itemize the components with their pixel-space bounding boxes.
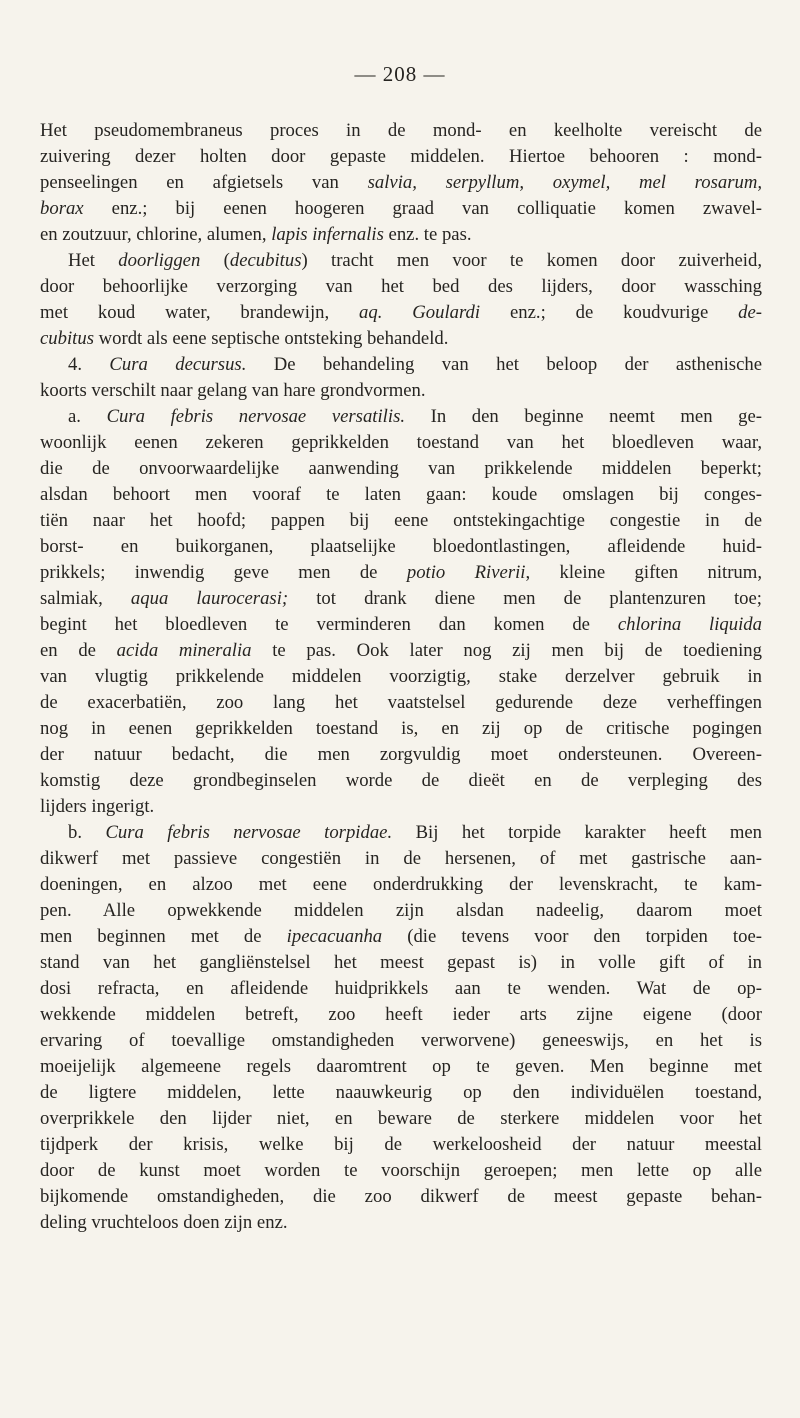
text-segment: van vlugtig prikkelende middelen voorzigtig, stake derzelver gebruik in [40,666,762,687]
body-text [40,118,762,1236]
text-segment: door de kunst moet worden te voorschijn geroepen; men lette op alle [40,1160,762,1181]
text-segment: ervaring of toevallige omstandigheden verworvene) geneeswijs, en het is [40,1030,762,1051]
text-segment: met koud water, brandewijn, [40,302,360,323]
italic-text-segment: salvia, serpyllum, oxymel, mel rosarum, [367,172,762,193]
text-line [40,664,762,690]
text-segment: der natuur bedacht, die men zorgvuldig moet ondersteunen. Overeen- [40,744,762,765]
text-segment: begint het bloedleven te verminderen dan komen de [40,614,618,635]
text-segment: zuivering dezer holten door gepaste middelen. Hiertoe behooren : mond- [40,146,762,167]
italic-text-segment: chlorina liquida [617,614,762,635]
text-line [40,794,762,820]
text-segment: enz.; bij eenen hoogeren graad van colliquatie komen zwavel- [83,198,762,219]
text-segment: In den beginne neemt men ge- [405,406,762,427]
text-segment: stand van het gangliënstelsel het meest gepast is) in volle gift of in [40,952,762,973]
text-line [40,144,762,170]
text-segment: komstig deze grondbeginselen worde de dieët en de verpleging des [40,770,762,791]
text-line [40,378,762,404]
italic-text-segment: acida mineralia [116,640,252,661]
text-segment: tijdperk der krisis, welke bij de werkeloosheid der natuur meestal [40,1134,762,1155]
text-line [40,352,762,378]
text-segment: overprikkele den lijder niet, en beware de sterkere middelen voor het [40,1108,762,1129]
text-line [40,924,762,950]
italic-text-segment: ipecacuanha [286,926,383,947]
text-segment: doeningen, en alzoo met eene onderdrukking der levenskracht, te kam- [40,874,762,895]
text-segment: tiën naar het hoofd; pappen bij eene ontstekingachtige congestie in de [40,510,762,531]
text-line [40,534,762,560]
text-segment: ( [200,250,230,271]
text-line [40,1054,762,1080]
text-line [40,1132,762,1158]
italic-text-segment: lapis infernalis [271,224,384,245]
text-line [40,248,762,274]
text-line [40,898,762,924]
text-line [40,508,762,534]
text-segment: Bij het torpide karakter heeft men [392,822,762,843]
text-line [40,716,762,742]
text-line [40,196,762,222]
text-segment: borst- en buikorganen, plaatselijke bloedontlastingen, afleidende huid- [40,536,762,557]
text-segment: dosi refracta, en afleidende huidprikkels aan te wenden. Wat de op- [40,978,762,999]
italic-text-segment: potio Riverii [406,562,526,583]
text-segment: en zoutzuur, chlorine, alumen, [40,224,272,245]
italic-text-segment: doorliggen [118,250,201,271]
text-segment: bijkomende omstandigheden, die zoo dikwerf de meest gepaste behan- [40,1186,762,1207]
text-line [40,976,762,1002]
italic-text-segment: Cura febris nervosae torpidae. [105,822,393,843]
text-segment: te pas. Ook later nog zij men bij de toediening [251,640,762,661]
text-segment: De behandeling van het beloop der asthenische [246,354,762,375]
italic-text-segment: Cura febris nervosae versatilis. [106,406,406,427]
italic-text-segment: aq. Goulardi [359,302,481,323]
text-segment: , kleine giften nitrum, [525,562,762,583]
text-line [40,222,762,248]
text-line [40,586,762,612]
text-segment: de ligtere middelen, lette naauwkeurig op den individuëlen toestand, [40,1082,762,1103]
text-line [40,482,762,508]
text-line [40,612,762,638]
text-segment: Het [68,250,119,271]
text-segment: deling vruchteloos doen zijn enz. [40,1212,288,1233]
text-line [40,1210,762,1236]
text-segment: wekkende middelen betreft, zoo heeft ieder arts zijne eigene (door [40,1004,762,1025]
text-segment: nog in eenen geprikkelden toestand is, en zij op de critische pogingen [40,718,762,739]
text-line [40,326,762,352]
text-segment: 4. [68,354,110,375]
italic-text-segment: borax [40,198,84,219]
text-segment: woonlijk eenen zekeren geprikkelden toestand van het bloedleven waar, [40,432,762,453]
text-line [40,1080,762,1106]
italic-text-segment: aqua laurocerasi; [130,588,289,609]
text-line [40,846,762,872]
text-line [40,638,762,664]
text-line [40,1002,762,1028]
text-line [40,430,762,456]
text-line [40,170,762,196]
text-segment: ) tracht men voor te komen door zuiverheid, [301,250,762,271]
text-segment: a. [68,406,107,427]
text-segment: b. [68,822,106,843]
text-segment: de exacerbatiën, zoo lang het vaatstelsel gedurende deze verheffingen [40,692,762,713]
text-line [40,404,762,430]
text-line [40,118,762,144]
text-line [40,690,762,716]
text-segment: enz. te pas. [383,224,472,245]
text-line [40,1106,762,1132]
text-segment: salmiak, [40,588,131,609]
text-segment: door behoorlijke verzorging van het bed des lijders, door wassching [40,276,762,297]
text-segment: lijders ingerigt. [40,796,155,817]
text-line [40,274,762,300]
text-segment: penseelingen en afgietsels van [40,172,368,193]
italic-text-segment: decubitus [229,250,302,271]
text-segment: prikkels; inwendig geve men de [40,562,407,583]
text-segment: moeijelijk algemeene regels daaromtrent op te geven. Men beginne met [40,1056,762,1077]
page-number-header: — 208 — [354,62,446,86]
text-line [40,872,762,898]
text-line [40,456,762,482]
text-segment: pen. Alle opwekkende middelen zijn alsdan nadeelig, daarom moet [40,900,762,921]
text-line [40,300,762,326]
italic-text-segment: de- [738,302,762,323]
text-line [40,950,762,976]
text-segment: alsdan behoort men vooraf te laten gaan: koude omslagen bij conges- [40,484,762,505]
text-line [40,768,762,794]
text-segment: Het pseudomembraneus proces in de mond- en keelholte vereischt de [40,120,762,141]
text-segment: dikwerf met passieve congestiën in de hersenen, of met gastrische aan- [40,848,762,869]
text-line [40,1158,762,1184]
text-line [40,742,762,768]
text-segment: enz.; de koudvurige [480,302,739,323]
text-segment: koorts verschilt naar gelang van hare grondvormen. [40,380,426,401]
text-line [40,1028,762,1054]
italic-text-segment: cubitus [40,328,94,349]
text-line [40,820,762,846]
text-segment: men beginnen met de [40,926,287,947]
text-segment: en de [40,640,117,661]
text-segment: tot drank diene men de plantenzuren toe; [288,588,762,609]
text-line [40,1184,762,1210]
text-line [40,560,762,586]
text-segment: (die tevens voor den torpiden toe- [382,926,762,947]
italic-text-segment: Cura decursus. [109,354,247,375]
text-segment: wordt als eene septische ontsteking behandeld. [93,328,449,349]
text-segment: die de onvoorwaardelijke aanwending van prikkelende middelen beperkt; [40,458,762,479]
